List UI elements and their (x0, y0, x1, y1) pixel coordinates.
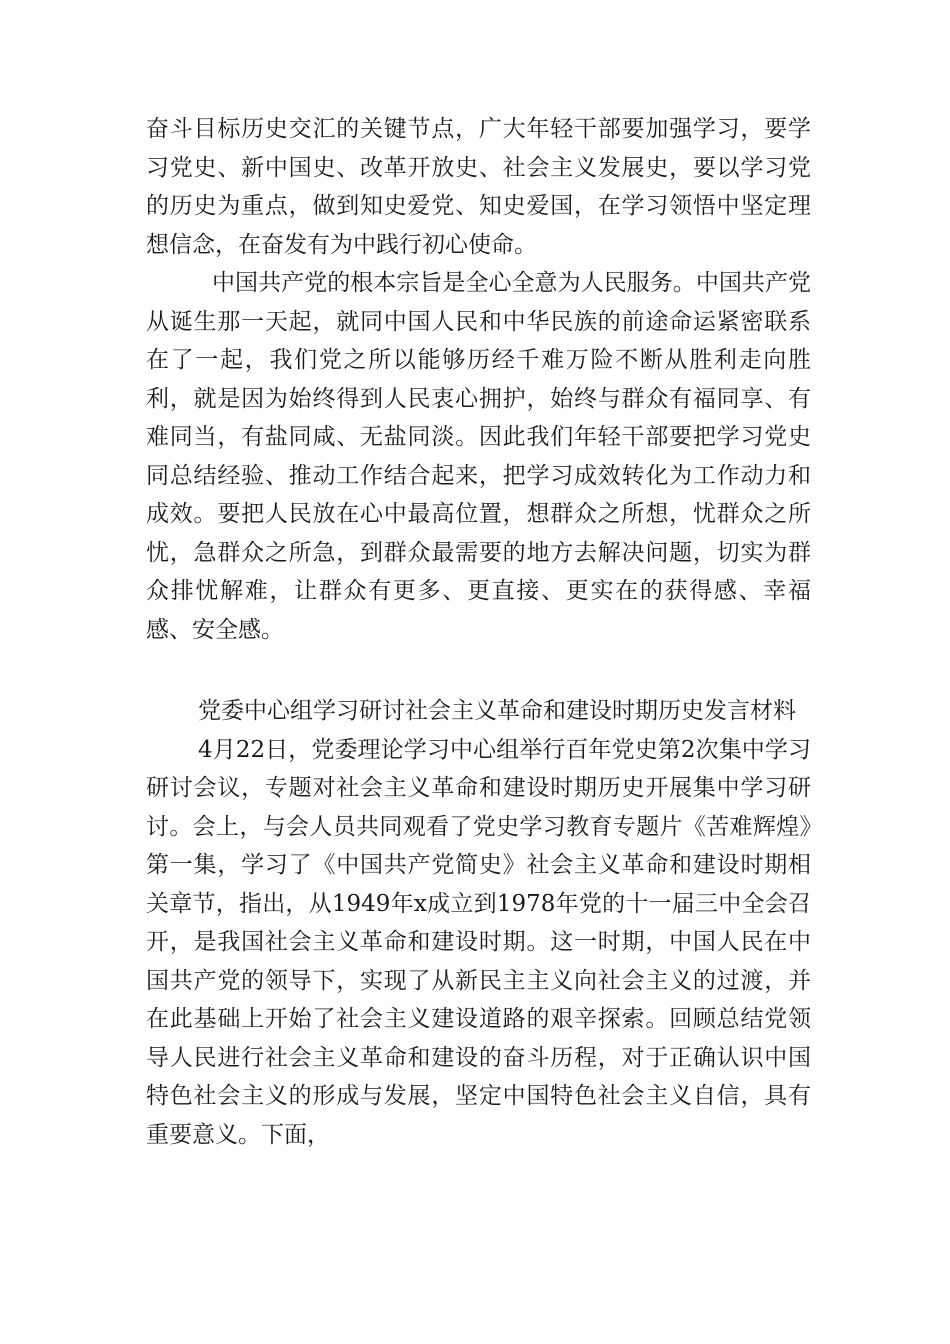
paragraph-text: 4月22日，党委理论学习中心组举行百年党史第2次集中学习研讨会议，专题对社会主义革命和建设时期历史开展集中学习研讨。会上，与会人员共同观看了党史学习教育专题片《苦难辉煌》第一集，学习了《中国共产党简史》社会主义革命和建设时期相关章节，指出，从1949年x成立到1978年党的十一届三中全会召开，是我国社会主义革命和建设时期。这一时期，中国人民在中国共产党的领导下，实现了从新民主主义向社会主义的过渡，并在此基础上开始了社会主义建设道路的艰辛探索。回顾总结党领导人民进行社会主义革命和建设的奋斗历程，对于正确认识中国特色社会主义的形成与发展，坚定中国特色社会主义自信，具有重要意义。下面， (146, 736, 811, 1148)
section-title: 党委中心组学习研讨社会主义革命和建设时期历史发言材料 (198, 698, 796, 724)
paragraph-text: 中国共产党的根本宗旨是全心全意为人民服务。中国共产党从诞生那一天起，就同中国人民和中华民族的前途命运紧密联系在了一起，我们党之所以能够历经千难万险不断从胜利走向胜利，就是因为始终得到人民衷心拥护，始终与群众有福同享、有难同当，有盐同咸、无盐同淡。因此我们年轻干部要把学习党史同总结经验、推动工作结合起来，把学习成效转化为工作动力和成效。要把人民放在心中最高位置，想群众之所想，忧群众之所忧，急群众之所急，到群众最需要的地方去解决问题，切实为群众排忧解难，让群众有更多、更直接、更实在的获得感、幸福感、安全感。 (146, 270, 811, 643)
paragraph-text: 奋斗目标历史交汇的关键节点，广大年轻干部要加强学习，要学习党史、新中国史、改革开放史、社会主义发展史，要以学习党的历史为重点，做到知史爱党、知史爱国，在学习领悟中坚定理想信念，在奋发有为中践行初心使命。 (146, 116, 811, 258)
document-page (146, 110, 811, 1154)
